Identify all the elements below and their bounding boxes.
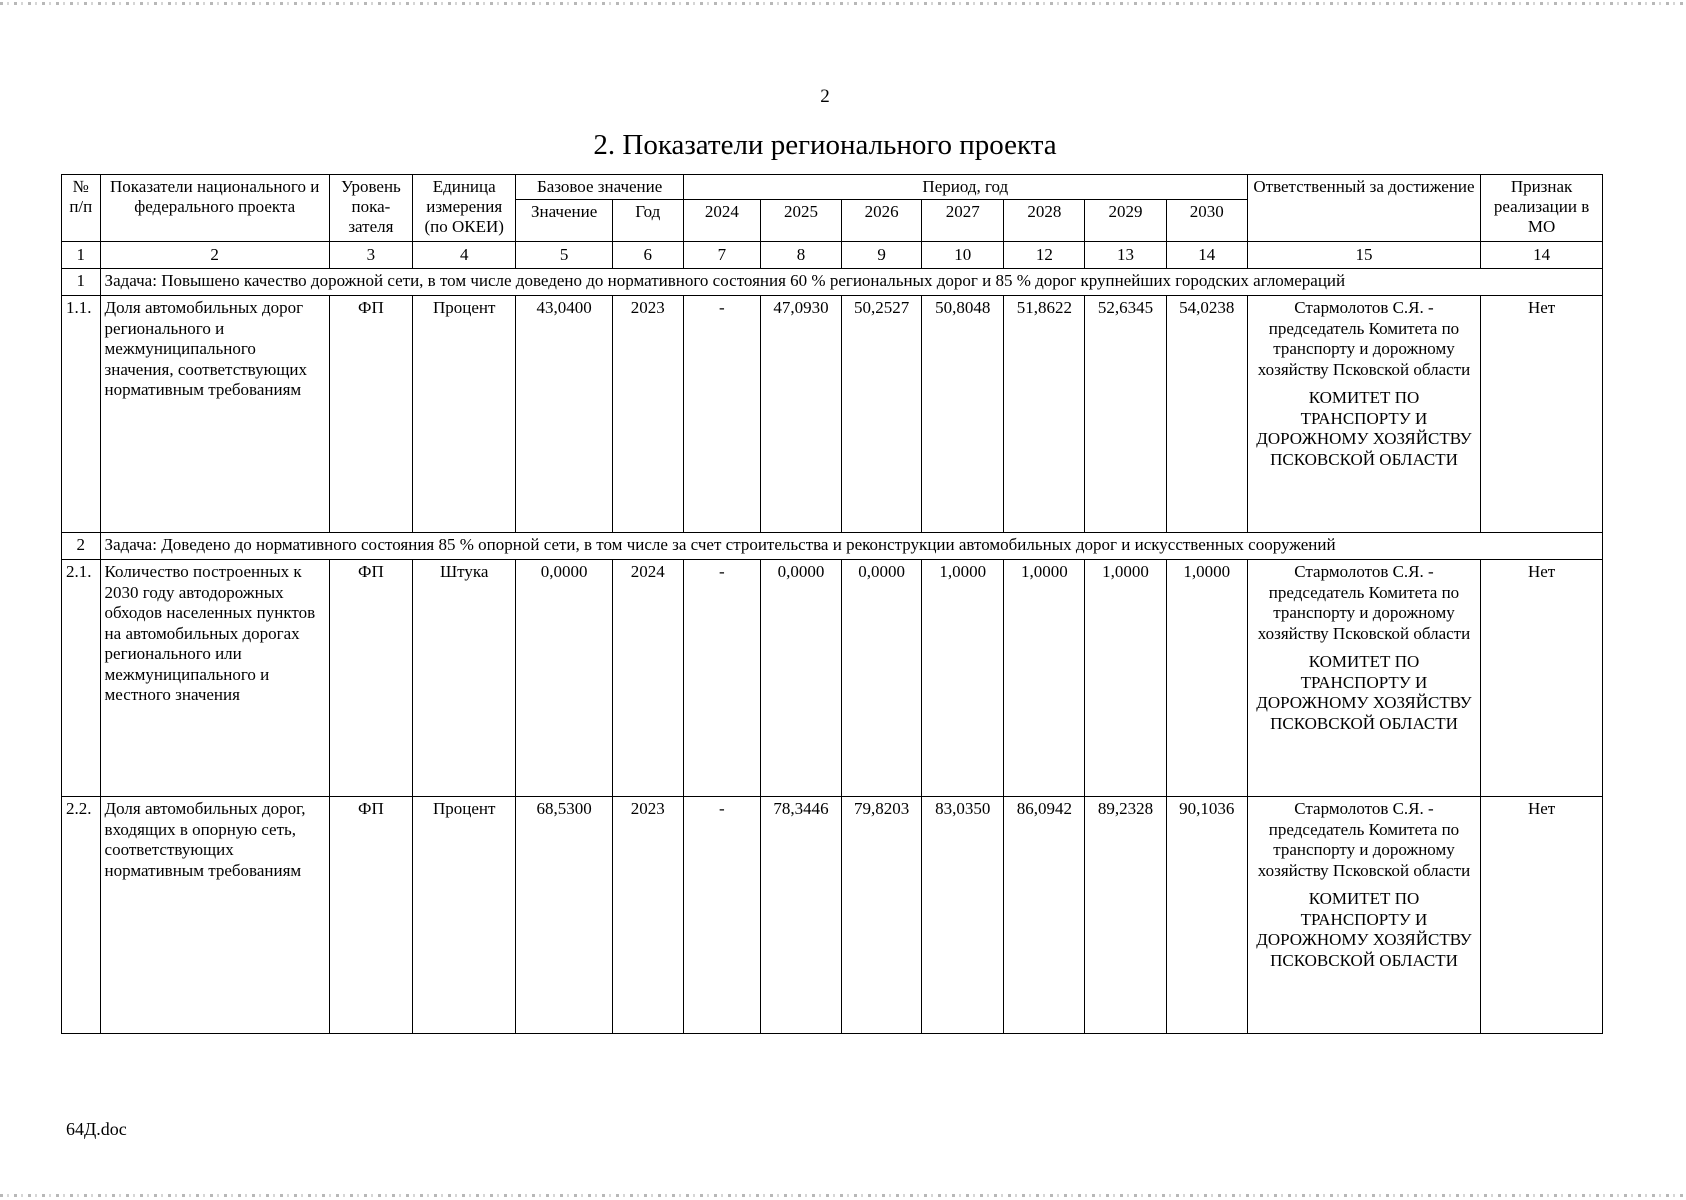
value-2027: 83,0350 (922, 797, 1004, 1034)
header-year-2029: 2029 (1085, 200, 1166, 242)
column-number: 5 (516, 242, 612, 269)
value-2024: - (683, 797, 760, 1034)
column-numbers-row (62, 242, 1603, 269)
responsible-person: Стармолотов С.Я. - председатель Комитета по транспорту и дорожному хозяйству Псковской области (1257, 298, 1471, 379)
table-row (62, 797, 1603, 1034)
header-year-2028: 2028 (1004, 200, 1085, 242)
indicator-name: Доля автомобильных дорог, входящих в опорную сеть, соответствующих нормативным требованиям (100, 797, 329, 1034)
value-2030: 54,0238 (1166, 296, 1247, 533)
row-number: 1.1. (62, 296, 101, 533)
value-2024: - (683, 560, 760, 797)
base-year: 2023 (612, 296, 683, 533)
value-2030: 1,0000 (1166, 560, 1247, 797)
header-num: № п/п (62, 175, 101, 242)
responsible-person: Стармолотов С.Я. - председатель Комитета по транспорту и дорожному хозяйству Псковской области (1257, 799, 1471, 880)
header-base-year: Год (612, 200, 683, 242)
column-number: 13 (1085, 242, 1166, 269)
value-2024: - (683, 296, 760, 533)
responsible-org: КОМИТЕТ ПО ТРАНСПОРТУ И ДОРОЖНОМУ ХОЗЯЙСТВУ ПСКОВСКОЙ ОБЛАСТИ (1256, 889, 1472, 970)
column-number: 9 (842, 242, 922, 269)
header-base: Базовое значение (516, 175, 683, 200)
header-indicator: Показатели национального и федерального проекта (100, 175, 329, 242)
value-2025: 78,3446 (760, 797, 841, 1034)
column-number: 2 (100, 242, 329, 269)
value-2029: 52,6345 (1085, 296, 1166, 533)
column-number: 14 (1166, 242, 1247, 269)
value-2029: 1,0000 (1085, 560, 1166, 797)
indicator-name: Количество построенных к 2030 году автодорожных обходов населенных пунктов на автомобильных дорогах регионального или межмуниципального и местного значения (100, 560, 329, 797)
base-value: 43,0400 (516, 296, 612, 533)
header-year-2027: 2027 (922, 200, 1004, 242)
responsible-org: КОМИТЕТ ПО ТРАНСПОРТУ И ДОРОЖНОМУ ХОЗЯЙСТВУ ПСКОВСКОЙ ОБЛАСТИ (1256, 388, 1472, 469)
column-number: 3 (329, 242, 412, 269)
indicators-table (61, 174, 1603, 1034)
header-level: Уровень пока-зателя (329, 175, 412, 242)
task-number: 2 (62, 533, 101, 560)
indicator-name: Доля автомобильных дорог регионального и межмуниципального значения, соответствующих нормативным требованиям (100, 296, 329, 533)
column-number: 10 (922, 242, 1004, 269)
header-year-2026: 2026 (842, 200, 922, 242)
table-row (62, 296, 1603, 533)
indicator-level: ФП (329, 296, 412, 533)
responsible-cell (1247, 296, 1480, 533)
value-2027: 1,0000 (922, 560, 1004, 797)
indicator-unit: Процент (412, 296, 515, 533)
scan-edge-bottom (0, 1194, 1686, 1197)
value-2027: 50,8048 (922, 296, 1004, 533)
row-number: 2.1. (62, 560, 101, 797)
header-year-2025: 2025 (760, 200, 841, 242)
value-2025: 47,0930 (760, 296, 841, 533)
value-2029: 89,2328 (1085, 797, 1166, 1034)
responsible-org: КОМИТЕТ ПО ТРАНСПОРТУ И ДОРОЖНОМУ ХОЗЯЙСТВУ ПСКОВСКОЙ ОБЛАСТИ (1256, 652, 1472, 733)
header-mo: Признак реализации в МО (1481, 175, 1603, 242)
task-row (62, 533, 1603, 560)
column-number: 6 (612, 242, 683, 269)
column-number: 4 (412, 242, 515, 269)
scan-edge-top (0, 2, 1686, 5)
responsible-cell (1247, 560, 1480, 797)
page-number: 2 (820, 86, 830, 107)
header-year-2030: 2030 (1166, 200, 1247, 242)
header-period: Период, год (683, 175, 1247, 200)
column-number: 1 (62, 242, 101, 269)
header-unit: Единица измерения (по ОКЕИ) (412, 175, 515, 242)
responsible-cell (1247, 797, 1480, 1034)
indicator-level: ФП (329, 560, 412, 797)
indicator-unit: Штука (412, 560, 515, 797)
header-row-1 (62, 175, 1603, 200)
base-value: 68,5300 (516, 797, 612, 1034)
responsible-person: Стармолотов С.Я. - председатель Комитета по транспорту и дорожному хозяйству Псковской области (1257, 562, 1471, 643)
value-2026: 79,8203 (842, 797, 922, 1034)
value-2025: 0,0000 (760, 560, 841, 797)
row-number: 2.2. (62, 797, 101, 1034)
header-responsible: Ответственный за достижение (1247, 175, 1480, 242)
mo-flag: Нет (1481, 296, 1603, 533)
table-row (62, 560, 1603, 797)
column-number: 7 (683, 242, 760, 269)
task-text: Задача: Повышено качество дорожной сети, в том числе доведено до нормативного состояния 60 % региональных дорог и 85 % дорог крупнейших городских агломераций (100, 269, 1602, 296)
column-number: 12 (1004, 242, 1085, 269)
value-2028: 86,0942 (1004, 797, 1085, 1034)
indicator-level: ФП (329, 797, 412, 1034)
task-row (62, 269, 1603, 296)
mo-flag: Нет (1481, 797, 1603, 1034)
base-year: 2023 (612, 797, 683, 1034)
value-2028: 51,8622 (1004, 296, 1085, 533)
value-2030: 90,1036 (1166, 797, 1247, 1034)
base-year: 2024 (612, 560, 683, 797)
task-number: 1 (62, 269, 101, 296)
page-title: 2. Показатели регионального проекта (593, 129, 1057, 161)
value-2026: 50,2527 (842, 296, 922, 533)
column-number: 14 (1481, 242, 1603, 269)
column-number: 15 (1247, 242, 1480, 269)
header-year-2024: 2024 (683, 200, 760, 242)
column-number: 8 (760, 242, 841, 269)
header-base-value: Значение (516, 200, 612, 242)
indicator-unit: Процент (412, 797, 515, 1034)
base-value: 0,0000 (516, 560, 612, 797)
value-2026: 0,0000 (842, 560, 922, 797)
value-2028: 1,0000 (1004, 560, 1085, 797)
task-text: Задача: Доведено до нормативного состояния 85 % опорной сети, в том числе за счет строительства и реконструкции автомобильных дорог и искусственных сооружений (100, 533, 1602, 560)
mo-flag: Нет (1481, 560, 1603, 797)
file-name: 64Д.doc (66, 1119, 127, 1139)
